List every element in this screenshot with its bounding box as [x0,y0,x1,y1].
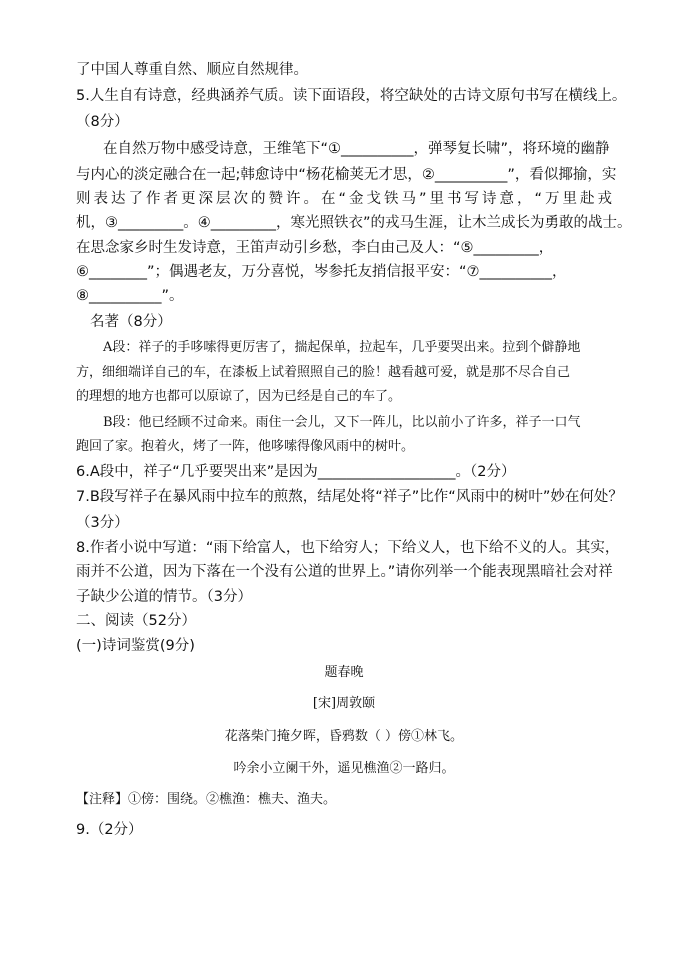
passage-line: 机，③_________。④_________，寒光照铁衣”的戎马生涯，让木兰成长为勇敢的战士。 [76,215,632,231]
question-8: 子缺少公道的情节。（3分） [76,589,252,605]
question-7: 7.B段写祥子在暴风雨中拉车的煎熬，结尾处将“祥子”比作“风雨中的树叶”妙在何处？ [76,489,623,505]
excerpt-b: B段：他已经顾不过命来。雨住一会儿，又下一阵儿，比以前小了许多，祥子一口气 [103,415,581,430]
question-8: 雨并不公道，因为下落在一个没有公道的世界上。”请你列举一个能表现黑暗社会对祥 [76,564,613,580]
question-5-score: （8分） [76,114,129,130]
excerpt-a: 的理想的地方也都可以原谅了，因为已经是自己的车了。 [76,389,402,404]
passage-line: 在自然万物中感受诗意，王维笔下“①__________，弹琴复长啸”，将环境的幽静 [103,141,610,157]
poem-note: 【注释】①傍：围绕。②樵渔：樵夫、渔夫。 [76,792,337,807]
question-5: 5.人生自有诗意，经典涵养气质。读下面语段，将空缺处的古诗文原句书写在横线上。 [76,88,627,104]
question-7-score: （3分） [76,515,129,531]
excerpt-b: 跑回了家。抱着火，烤了一阵，他哆嗦得像风雨中的树叶。 [76,439,415,454]
passage-line: ⑧__________”。 [76,288,184,304]
question-6: 6.A段中，祥子“几乎要哭出来”是因为___________________。（2分） [76,464,516,480]
excerpt-a: A段：祥子的手哆嗦得更厉害了，揣起保单，拉起车，几乎要哭出来。拉到个僻静地 [103,340,581,355]
text-line: 了中国人尊重自然、顺应自然规律。 [76,62,308,78]
subsection-title: (一)诗词鉴赏(9分) [76,638,195,654]
poem-author: [宋]周敦颐 [312,696,376,711]
excerpt-a: 方，细细端详自己的车，在漆板上试着照照自己的脸！越看越可爱，就是那不尽合自己 [76,365,571,380]
section-title: 二、阅读（52分） [76,613,196,629]
poem-line: 吟余小立阑干外，遥见樵渔②一路归。 [233,761,455,776]
question-8: 8.作者小说中写道：“雨下给富人，也下给穷人；下给义人，也下给不义的人。其实， [76,540,620,556]
question-9: 9.（2分） [76,822,143,838]
poem-line: 花落柴门掩夕晖，昏鸦数（ ）傍①林飞。 [224,729,464,744]
passage-line: ⑥________”；偶遇老友，万分喜悦，岑参托友捎信报平安：“⑦__________， [76,264,567,280]
passage-line: 在思念家乡时生发诗意，王笛声动引乡愁，李白由己及人：“⑤_________， [76,240,554,256]
passage-line: 则表达了作者更深层次的赞许。在“金戈铁马”里书写诗意，“万里赴戎 [76,191,612,207]
section-heading: 名著（8分） [90,314,172,330]
passage-line: 与内心的淡定融合在一起;韩愈诗中“杨花榆荚无才思，②__________”，看似揶揄，实 [76,167,617,183]
poem-title: 题春晚 [324,665,364,680]
